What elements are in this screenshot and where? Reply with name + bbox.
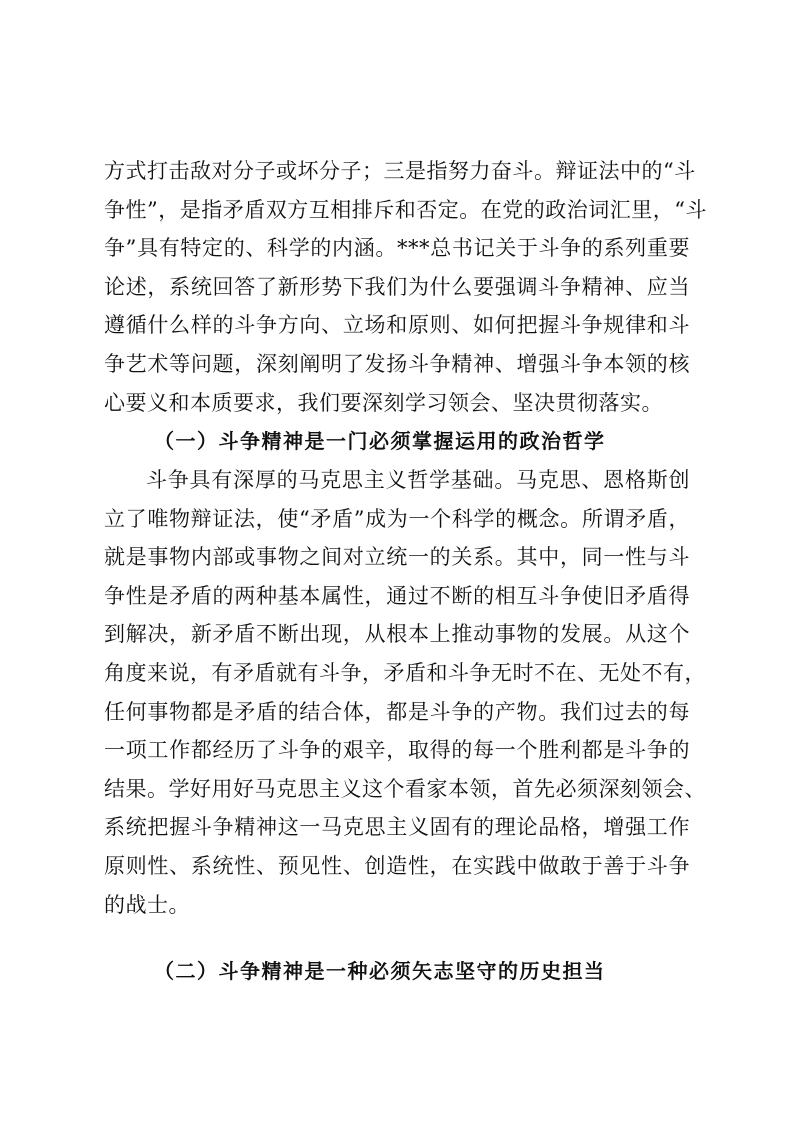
paragraph-line: 就是事物内部或事物之间对立统一的关系。其中，同一性与斗 (104, 545, 690, 570)
paragraph-line: 立了唯物辩证法，使“矛盾”成为一个科学的概念。所谓矛盾， (104, 506, 690, 531)
paragraph-line: 争性”，是指矛盾双方互相排斥和否定。在党的政治词汇里，“斗 (104, 197, 707, 222)
section-heading-2: （二）斗争精神是一种必须矢志坚守的历史担当 (154, 959, 606, 983)
paragraph-line: 一项工作都经历了斗争的艰辛，取得的每一个胜利都是斗争的 (104, 738, 690, 763)
paragraph-line: 争性是矛盾的两种基本属性，通过不断的相互斗争使旧矛盾得 (104, 583, 690, 608)
paragraph-line: 结果。学好用好马克思主义这个看家本领，首先必须深刻领会、 (104, 776, 706, 801)
paragraph-line: 遵循什么样的斗争方向、立场和原则、如何把握斗争规律和斗 (104, 313, 690, 338)
paragraph-line: 争”具有特定的、科学的内涵。***总书记关于斗争的系列重要 (104, 236, 690, 261)
paragraph-line: 到解决，新矛盾不断出现，从根本上推动事物的发展。从这个 (104, 622, 690, 647)
paragraph-line: 角度来说，有矛盾就有斗争，矛盾和斗争无时不在、无处不有， (104, 660, 706, 685)
paragraph-line: 任何事物都是矛盾的结合体，都是斗争的产物。我们过去的每 (104, 699, 690, 724)
paragraph-line: 心要义和本质要求，我们要深刻学习领会、坚决贯彻落实。 (104, 390, 663, 415)
paragraph-line: 争艺术等问题，深刻阐明了发扬斗争精神、增强斗争本领的核 (104, 351, 690, 376)
paragraph-line: 的战士。 (104, 892, 190, 917)
paragraph-line: 系统把握斗争精神这一马克思主义固有的理论品格，增强工作 (104, 815, 690, 840)
paragraph-line: 原则性、系统性、预见性、创造性，在实践中做敢于善于斗争 (104, 853, 690, 878)
paragraph-line: 论述，系统回答了新形势下我们为什么要强调斗争精神、应当 (104, 274, 690, 299)
section-heading-1: （一）斗争精神是一门必须掌握运用的政治哲学 (154, 429, 606, 453)
paragraph-line: 方式打击敌对分子或坏分子；三是指努力奋斗。辩证法中的“斗 (104, 159, 696, 183)
paragraph-1 (104, 152, 707, 422)
paragraph-line: 斗争具有深厚的马克思主义哲学基础。马克思、恩格斯创 (146, 468, 690, 492)
paragraph-2 (104, 461, 706, 924)
